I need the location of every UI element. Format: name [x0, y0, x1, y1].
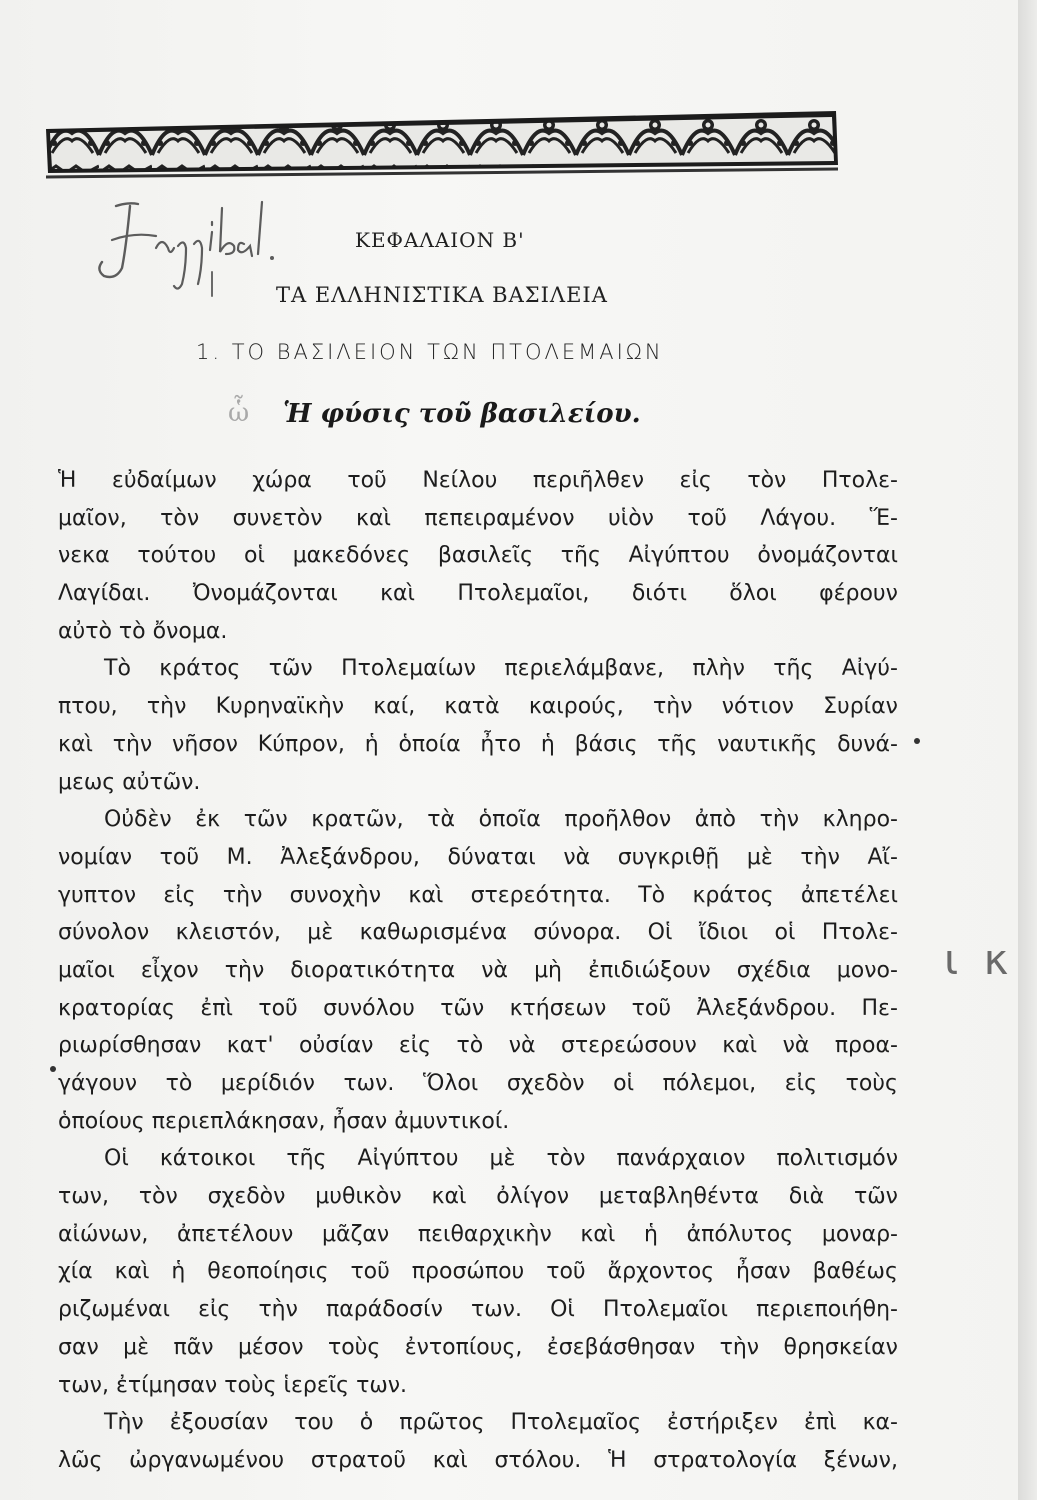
- word: μὲ: [489, 1146, 516, 1172]
- word: τὸν: [138, 1184, 178, 1210]
- word: νομίαν: [58, 844, 132, 870]
- word: του: [294, 1410, 334, 1436]
- word: μὲ: [746, 844, 773, 870]
- word: τὰ: [427, 807, 456, 833]
- section-subheading: Ἡ φύσις τοῦ βασιλείου.: [283, 399, 641, 429]
- word: Ἀλεξάνδρου,: [280, 844, 420, 870]
- word: τὴν: [719, 1334, 760, 1360]
- word: τούτου: [137, 543, 217, 569]
- word: τὴν: [222, 882, 263, 908]
- word: Πτολε-: [821, 468, 898, 493]
- page-edge-shadow: [1018, 0, 1037, 1500]
- word: μᾶζαν: [321, 1221, 390, 1247]
- word: τῆς: [560, 543, 601, 569]
- word: τῶν: [440, 995, 485, 1021]
- word: μαῖοι: [58, 957, 115, 983]
- word: Οἱ: [550, 1297, 575, 1323]
- text-line: [58, 1027, 898, 1065]
- word: κα-: [862, 1410, 898, 1436]
- word: Τὸ: [104, 656, 131, 682]
- word: γυπτον: [58, 882, 136, 908]
- word: ἦτο: [480, 731, 522, 757]
- word: ἐπὶ: [200, 995, 233, 1021]
- word: Αἰγύπτου: [357, 1146, 459, 1172]
- text-line: [58, 1442, 898, 1480]
- word: καὶ: [722, 1033, 758, 1059]
- text-line: [58, 1329, 898, 1367]
- word: περιελάμβανε,: [504, 656, 664, 682]
- word: κληρο-: [822, 807, 898, 833]
- word: βάσις: [574, 731, 638, 757]
- word: Πτολεμαῖοι: [602, 1297, 728, 1323]
- text-line: [58, 575, 898, 613]
- text-line: [58, 726, 898, 764]
- word: μαῖον,: [58, 505, 127, 531]
- word: γάγουν: [58, 1071, 138, 1096]
- word: συνοχὴν: [289, 882, 382, 908]
- word: τοῦ: [159, 844, 200, 870]
- word: προσώπου: [411, 1259, 525, 1285]
- part-title: ΤΑ ΕΛΛΗΝΙΣΤΙΚΑ ΒΑΣΙΛΕΙΑ: [276, 283, 608, 307]
- text-line: [58, 1065, 898, 1103]
- word: οἱ: [774, 920, 796, 946]
- margin-handwritten-note: ι κ: [944, 935, 1015, 984]
- word: Αἰγύ-: [841, 656, 898, 682]
- text-line: [58, 990, 898, 1028]
- word: καθωρισμένα: [359, 920, 507, 946]
- word: νότιον: [721, 694, 794, 720]
- word: δυνά-: [837, 731, 898, 757]
- handwritten-signature: [86, 188, 296, 298]
- word: Λάγου.: [760, 505, 837, 531]
- word: τὴν: [800, 844, 840, 870]
- text-line: [58, 1216, 898, 1254]
- word: μυθικὸν: [315, 1184, 402, 1210]
- word: οὐσίαν: [299, 1033, 374, 1059]
- word: πεπειραμένον: [424, 505, 575, 531]
- word: καὶ: [58, 731, 93, 757]
- word: τὴν: [112, 731, 153, 757]
- text-line: [58, 462, 898, 500]
- word: στερεότητα.: [470, 882, 611, 908]
- word: στρατολογία: [653, 1447, 798, 1473]
- word: εὐδαίμων: [111, 468, 217, 493]
- word: Κύπρον,: [257, 731, 345, 757]
- word: τὴν: [224, 957, 265, 983]
- word: Πτολεμαῖοι,: [457, 581, 590, 607]
- word: βαθέως: [812, 1259, 898, 1285]
- word: σχέδια: [736, 957, 811, 983]
- word: Τὸ: [638, 882, 666, 908]
- word: τοῦ: [347, 468, 387, 493]
- word: κρατορίας: [58, 995, 175, 1021]
- word: νὰ: [481, 957, 509, 983]
- word: τῆς: [773, 656, 814, 682]
- word: Νείλου: [422, 468, 498, 493]
- word: κάτοικοι: [159, 1146, 256, 1172]
- text-line: [58, 877, 898, 915]
- word: νὰ: [508, 1033, 536, 1059]
- word: καὶ: [380, 581, 416, 607]
- word: ναυτικῆς: [717, 731, 818, 757]
- word: Ὀνομάζονται: [192, 581, 338, 607]
- word: καὶ: [114, 1259, 150, 1285]
- word: συγκριθῇ: [617, 844, 720, 870]
- word: τοῦ: [546, 1259, 586, 1285]
- word: πειθαρχικὴν: [417, 1221, 552, 1247]
- word: προῆλθον: [564, 807, 672, 833]
- chapter-heading: ΚΕΦΑΛΑΙΟΝ Β': [355, 228, 525, 252]
- word: εἰς: [198, 1297, 231, 1323]
- text-line: [58, 839, 898, 877]
- word: πόλεμοι,: [662, 1071, 757, 1096]
- word: τοῦ: [258, 995, 298, 1021]
- word: ξένων,: [823, 1447, 898, 1473]
- word: κατὰ: [444, 694, 500, 720]
- word: εἰς: [398, 1033, 432, 1059]
- word: νῆσον: [172, 731, 238, 757]
- word: κρατῶν,: [311, 807, 404, 833]
- section-title: 1. ΤΟ ΒΑΣΙΛΕΙΟΝ ΤΩΝ ΠΤΟΛΕΜΑΙΩΝ: [196, 340, 664, 364]
- word: καὶ: [431, 1184, 467, 1210]
- ornamental-border: [46, 103, 838, 183]
- word: οἱ: [613, 1071, 635, 1096]
- word: καὶ: [432, 1447, 468, 1473]
- word: ἄρχοντος: [607, 1259, 715, 1285]
- word: τὴν: [258, 1297, 298, 1323]
- word: Ἡ: [608, 1447, 627, 1473]
- word: στρατοῦ: [310, 1447, 406, 1473]
- word: διότι: [631, 581, 687, 607]
- word: Κυρηναϊκὴν: [215, 694, 345, 720]
- margin-marker: ὧ: [228, 398, 250, 428]
- word: μακεδόνες: [292, 543, 411, 569]
- word: περιεποιήθη-: [756, 1297, 898, 1323]
- ink-dot: [914, 738, 920, 744]
- word: νὰ: [782, 1033, 810, 1059]
- text-line: μεως αὐτῶν.: [58, 769, 201, 795]
- word: των.: [470, 1297, 522, 1323]
- word: στερεώσουν: [560, 1033, 697, 1059]
- word: Συρίαν: [823, 694, 898, 720]
- word: ἀπὸ: [694, 807, 736, 833]
- word: σύνορα.: [533, 920, 622, 946]
- word: πλὴν: [692, 656, 745, 682]
- word: ἡ: [364, 731, 379, 757]
- word: υἱὸν: [608, 505, 654, 531]
- word: Οἱ: [647, 920, 673, 946]
- word: καὶ: [356, 505, 391, 531]
- word: μὲ: [123, 1334, 150, 1360]
- word: ἐκ: [195, 807, 221, 833]
- word: χία: [58, 1259, 93, 1285]
- word: σαν: [58, 1334, 99, 1360]
- word: μέσον: [237, 1334, 304, 1360]
- word: πρῶτος: [399, 1410, 485, 1436]
- word: ὀλίγον: [496, 1184, 569, 1210]
- word: τὴν: [653, 694, 693, 720]
- word: τὴν: [759, 807, 800, 833]
- word: ὅλοι: [729, 581, 777, 607]
- word: ἀπόλυτος: [686, 1221, 794, 1247]
- word: ἐστήριξεν: [667, 1410, 778, 1436]
- word: ἀπετέλουν: [177, 1221, 294, 1247]
- word: ἐπὶ: [803, 1410, 837, 1436]
- word: ἡ: [643, 1221, 658, 1247]
- text-line: [58, 537, 898, 575]
- word: Ὅλοι: [422, 1071, 479, 1096]
- word: τῶν: [268, 656, 313, 682]
- word: τὴν: [146, 694, 187, 720]
- word: κατ': [226, 1033, 274, 1059]
- word: καί,: [373, 694, 416, 720]
- text-line: [58, 801, 898, 839]
- text-line: αὐτὸ τὸ ὄνομα.: [58, 618, 228, 644]
- word: Αἴ-: [867, 844, 898, 870]
- word: τῶν: [854, 1184, 898, 1210]
- word: Πε-: [861, 995, 898, 1021]
- word: καιρούς,: [528, 694, 624, 720]
- word: κλειστόν,: [175, 920, 281, 946]
- word: διορατικότητα: [290, 957, 456, 983]
- word: Μ.: [226, 844, 253, 870]
- word: Λαγίδαι.: [58, 581, 151, 607]
- word: συνόλου: [323, 995, 415, 1021]
- text-line: [58, 952, 898, 990]
- word: ἐπιδιώξουν: [588, 957, 711, 983]
- word: κράτος: [692, 882, 774, 908]
- word: προα-: [834, 1033, 898, 1059]
- text-line: [58, 1291, 898, 1329]
- word: ἴδιοι: [698, 920, 749, 946]
- word: εἰς: [679, 468, 712, 493]
- word: ἦσαν: [736, 1259, 791, 1285]
- text-line: [58, 650, 898, 688]
- word: μὲ: [307, 920, 334, 946]
- word: παράδοσίν: [326, 1297, 443, 1323]
- word: πανάρχαιον: [616, 1146, 746, 1172]
- word: εἰς: [163, 882, 196, 908]
- word: τοὺς: [845, 1071, 898, 1096]
- word: καὶ: [580, 1221, 616, 1247]
- text-line: των, ἐτίμησαν τοὺς ἱερεῖς των.: [58, 1372, 408, 1398]
- word: μερίδιόν: [220, 1071, 315, 1096]
- text-line: [58, 1140, 898, 1178]
- word: Πτολε-: [821, 920, 898, 946]
- word: εἰς: [784, 1071, 817, 1096]
- word: τὸν: [160, 505, 200, 531]
- word: οἱ: [244, 543, 265, 569]
- word: τοῦ: [631, 995, 672, 1021]
- word: σχεδὸν: [207, 1184, 286, 1210]
- word: Αἰγύπτου: [628, 543, 730, 569]
- word: μονο-: [836, 957, 898, 983]
- word: νεκα: [58, 543, 110, 569]
- word: περιῆλθεν: [532, 468, 645, 493]
- word: κράτος: [159, 656, 241, 682]
- word: χώρα: [252, 468, 312, 493]
- word: των,: [58, 1184, 109, 1210]
- word: τὸν: [546, 1146, 586, 1172]
- word: ὁ: [359, 1410, 374, 1436]
- word: τοὺς: [327, 1334, 381, 1360]
- text-line: [58, 1253, 898, 1291]
- text-line: [58, 500, 898, 538]
- word: αἰώνων,: [58, 1221, 149, 1247]
- word: λῶς: [58, 1447, 103, 1473]
- body-text: [58, 462, 898, 1480]
- word: μεταβληθέντα: [598, 1184, 759, 1210]
- word: ἡ: [171, 1259, 186, 1285]
- word: βασιλεῖς: [437, 543, 534, 569]
- word: πτου,: [58, 694, 118, 720]
- word: ἐντοπίους,: [404, 1334, 523, 1360]
- word: μοναρ-: [821, 1221, 898, 1247]
- word: τῶν: [243, 807, 288, 833]
- word: ὁποῖα: [478, 807, 541, 833]
- word: ἡ: [540, 731, 555, 757]
- word: Ἡ: [58, 468, 77, 493]
- text-line: [58, 914, 898, 952]
- word: σχεδὸν: [506, 1071, 585, 1096]
- text-line: ὁποίους περιεπλάκησαν, ἦσαν ἀμυντικοί.: [58, 1108, 510, 1134]
- word: ριωρίσθησαν: [58, 1033, 202, 1059]
- word: Οἱ: [104, 1146, 129, 1172]
- word: ὁποία: [398, 731, 461, 757]
- word: Πτολεμαῖος: [510, 1410, 641, 1436]
- word: διὰ: [788, 1184, 825, 1210]
- word: τῆς: [286, 1146, 327, 1172]
- word: θρησκείαν: [783, 1334, 898, 1360]
- word: τοῦ: [687, 505, 727, 531]
- word: σύνολον: [58, 920, 150, 946]
- word: καὶ: [408, 882, 444, 908]
- word: στόλου.: [494, 1447, 582, 1473]
- word: θεοποίησις: [207, 1259, 329, 1285]
- word: Οὐδὲν: [104, 807, 172, 833]
- word: κτήσεων: [509, 995, 607, 1021]
- word: τὸν: [747, 468, 787, 493]
- word: ριζωμέναι: [58, 1297, 170, 1323]
- word: μὴ: [534, 957, 563, 983]
- word: Ἕ-: [869, 505, 898, 531]
- word: τοῦ: [350, 1259, 390, 1285]
- word: Πτολεμαίων: [341, 656, 476, 682]
- text-line: [58, 1404, 898, 1442]
- text-line: [58, 688, 898, 726]
- word: πολιτισμόν: [776, 1146, 898, 1172]
- word: ἐσεβάσθησαν: [546, 1334, 696, 1360]
- word: τὸ: [456, 1033, 484, 1059]
- word: εἶχον: [140, 957, 199, 983]
- word: συνετὸν: [232, 505, 323, 531]
- ink-dot: [50, 1066, 56, 1072]
- word: ὠργανωμένου: [129, 1447, 285, 1473]
- word: τῆς: [657, 731, 698, 757]
- word: δύναται: [447, 844, 536, 870]
- word: ὀνομάζονται: [757, 543, 898, 569]
- word: Τὴν: [104, 1410, 144, 1436]
- word: τὸ: [165, 1071, 193, 1096]
- text-line: [58, 1178, 898, 1216]
- word: των.: [343, 1071, 395, 1096]
- word: φέρουν: [819, 581, 898, 607]
- word: νὰ: [563, 844, 591, 870]
- word: ἐξουσίαν: [169, 1410, 269, 1436]
- word: πᾶν: [173, 1334, 214, 1360]
- word: Ἀλεξάνδρου.: [696, 995, 837, 1021]
- word: ἀπετέλει: [800, 882, 898, 908]
